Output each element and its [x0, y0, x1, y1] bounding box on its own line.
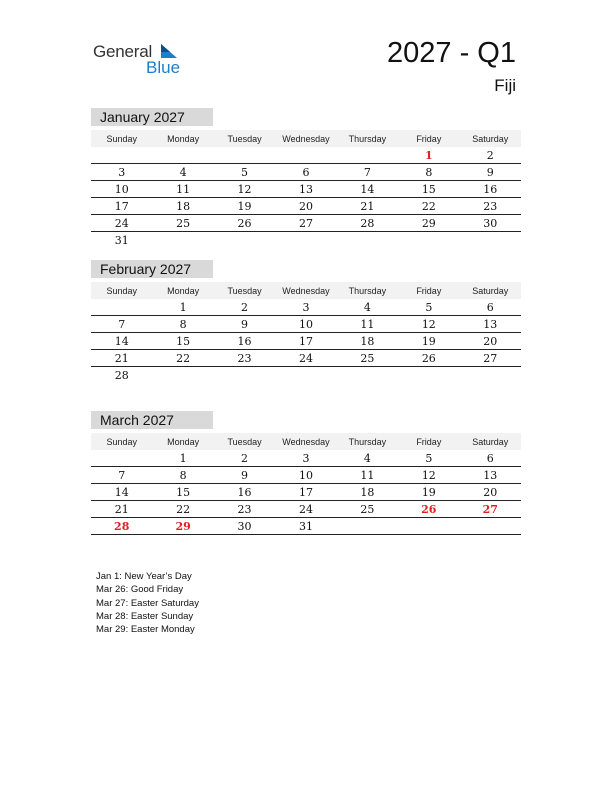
day-cell: 11 [152, 181, 213, 198]
day-cell: 16 [460, 181, 521, 198]
day-cell: 2 [214, 299, 275, 316]
week-row [91, 215, 521, 232]
day-cell: 28 [114, 368, 129, 382]
day-cell: 10 [91, 181, 152, 198]
day-cell: 19 [398, 333, 459, 350]
holiday-note: Mar 29: Easter Monday [96, 624, 195, 636]
day-cell: 23 [214, 501, 275, 518]
day-cell: 26 [398, 350, 459, 367]
day-cell: 8 [152, 467, 213, 484]
day-cell: 19 [398, 484, 459, 501]
day-cell: 31 [114, 233, 129, 247]
day-cell: 12 [398, 316, 459, 333]
weekday-header: Saturday [460, 433, 521, 450]
day-cell: 25 [337, 501, 398, 518]
holiday-note: Mar 28: Easter Sunday [96, 610, 194, 622]
empty-day-cell [91, 450, 152, 467]
day-cell: 1 [152, 299, 213, 316]
week-row [91, 198, 521, 215]
day-cell: 30 [460, 215, 521, 232]
day-cell: 15 [398, 181, 459, 198]
empty-day-cell [152, 367, 213, 384]
day-cell: 15 [152, 333, 213, 350]
empty-day-cell [152, 232, 213, 249]
empty-day-cell [275, 232, 336, 249]
day-cell: 13 [275, 181, 336, 198]
day-cell: 7 [91, 316, 152, 333]
empty-day-cell [337, 367, 398, 384]
day-cell: 19 [214, 198, 275, 215]
empty-day-cell [214, 232, 275, 249]
calendar-table [91, 130, 521, 248]
day-cell: 3 [91, 164, 152, 181]
empty-day-cell [214, 147, 275, 164]
day-cell: 30 [214, 518, 275, 535]
week-row [91, 232, 521, 249]
weekday-header: Wednesday [275, 130, 336, 147]
empty-day-cell [152, 147, 213, 164]
day-cell: 7 [91, 467, 152, 484]
empty-day-cell [460, 232, 521, 249]
day-cell: 22 [398, 198, 459, 215]
day-cell: 14 [91, 333, 152, 350]
day-cell: 25 [152, 215, 213, 232]
empty-day-cell [337, 518, 398, 535]
month-title: March 2027 [91, 411, 213, 429]
weekday-header: Wednesday [275, 433, 336, 450]
week-row [91, 299, 521, 316]
day-cell: 12 [214, 181, 275, 198]
day-cell: 6 [275, 164, 336, 181]
empty-day-cell [214, 367, 275, 384]
day-cell: 3 [275, 450, 336, 467]
weekday-header: Thursday [337, 130, 398, 147]
day-cell: 4 [152, 164, 213, 181]
day-cell: 9 [460, 164, 521, 181]
day-cell: 18 [152, 198, 213, 215]
day-cell: 20 [460, 484, 521, 501]
day-cell: 18 [337, 333, 398, 350]
day-cell: 31 [275, 518, 336, 535]
day-cell: 24 [275, 501, 336, 518]
day-cell: 11 [337, 467, 398, 484]
day-cell: 3 [275, 299, 336, 316]
weekday-header: Sunday [91, 130, 152, 147]
day-cell: 28 [337, 215, 398, 232]
day-cell: 15 [152, 484, 213, 501]
day-cell: 26 [214, 215, 275, 232]
weekday-header: Saturday [460, 130, 521, 147]
empty-day-cell [275, 147, 336, 164]
week-row [91, 350, 521, 367]
weekday-header: Tuesday [214, 282, 275, 299]
logo-text-blue: Blue [146, 58, 181, 77]
day-cell: 6 [460, 450, 521, 467]
day-cell: 21 [91, 501, 152, 518]
week-row [91, 181, 521, 198]
day-cell: 5 [214, 164, 275, 181]
day-cell: 2 [214, 450, 275, 467]
weekday-header: Saturday [460, 282, 521, 299]
month-february [91, 260, 521, 383]
empty-day-cell [398, 232, 459, 249]
weekday-header: Thursday [337, 433, 398, 450]
day-cell: 26 [398, 501, 459, 518]
day-cell: 20 [275, 198, 336, 215]
day-cell: 9 [214, 316, 275, 333]
day-cell: 14 [337, 181, 398, 198]
weekday-header: Friday [398, 130, 459, 147]
day-cell: 5 [398, 450, 459, 467]
day-cell: 17 [275, 484, 336, 501]
day-cell: 28 [91, 518, 152, 535]
empty-day-cell [91, 299, 152, 316]
weekday-header: Monday [152, 282, 213, 299]
week-row [91, 333, 521, 350]
day-cell: 27 [460, 350, 521, 367]
day-cell: 25 [337, 350, 398, 367]
weekday-header: Monday [152, 130, 213, 147]
calendar-table [91, 433, 521, 535]
day-cell: 13 [460, 316, 521, 333]
day-cell: 8 [152, 316, 213, 333]
generalblue-logo [93, 40, 188, 80]
weekday-header: Tuesday [214, 130, 275, 147]
week-row [91, 450, 521, 467]
weekday-header: Sunday [91, 282, 152, 299]
day-cell: 27 [275, 215, 336, 232]
day-cell: 11 [337, 316, 398, 333]
day-cell: 1 [152, 450, 213, 467]
weekday-header: Tuesday [214, 433, 275, 450]
day-cell: 4 [337, 299, 398, 316]
week-row [91, 467, 521, 484]
month-march [91, 411, 521, 535]
day-cell: 29 [152, 518, 213, 535]
day-cell: 23 [460, 198, 521, 215]
week-row [91, 164, 521, 181]
day-cell: 14 [91, 484, 152, 501]
empty-day-cell [337, 147, 398, 164]
weekday-header: Friday [398, 433, 459, 450]
day-cell: 22 [152, 501, 213, 518]
day-cell: 16 [214, 333, 275, 350]
weekday-header: Sunday [91, 433, 152, 450]
day-cell: 18 [337, 484, 398, 501]
week-row [91, 518, 521, 535]
country-name: Fiji [494, 76, 516, 95]
weekday-header: Friday [398, 282, 459, 299]
day-cell: 24 [275, 350, 336, 367]
empty-day-cell [398, 518, 459, 535]
week-row [91, 147, 521, 164]
day-cell: 5 [398, 299, 459, 316]
weekday-header: Monday [152, 433, 213, 450]
day-cell: 22 [152, 350, 213, 367]
empty-day-cell [275, 367, 336, 384]
month-title: January 2027 [91, 108, 213, 126]
day-cell: 21 [91, 350, 152, 367]
day-cell: 29 [398, 215, 459, 232]
day-cell: 20 [460, 333, 521, 350]
day-cell: 13 [460, 467, 521, 484]
holiday-notes [96, 570, 199, 636]
week-row [91, 484, 521, 501]
day-cell: 9 [214, 467, 275, 484]
holiday-note: Mar 27: Easter Saturday [96, 597, 199, 609]
empty-day-cell [460, 367, 521, 384]
day-cell: 8 [398, 164, 459, 181]
page-title: 2027 - Q1 [387, 37, 516, 69]
week-row [91, 316, 521, 333]
day-cell: 17 [91, 198, 152, 215]
day-cell: 1 [398, 147, 459, 164]
day-cell: 10 [275, 467, 336, 484]
holiday-note: Mar 26: Good Friday [96, 584, 184, 596]
day-cell: 10 [275, 316, 336, 333]
day-cell: 23 [214, 350, 275, 367]
day-cell: 4 [337, 450, 398, 467]
day-cell: 17 [275, 333, 336, 350]
day-cell: 16 [214, 484, 275, 501]
month-title: February 2027 [91, 260, 213, 278]
logo-text-general: General [93, 42, 153, 61]
day-cell: 7 [337, 164, 398, 181]
week-row [91, 367, 521, 384]
empty-day-cell [398, 367, 459, 384]
empty-day-cell [337, 232, 398, 249]
calendar-table [91, 282, 521, 383]
day-cell: 2 [460, 147, 521, 164]
day-cell: 6 [460, 299, 521, 316]
day-cell: 21 [337, 198, 398, 215]
month-january [91, 108, 521, 248]
day-cell: 24 [91, 215, 152, 232]
weekday-header: Thursday [337, 282, 398, 299]
weekday-header: Wednesday [275, 282, 336, 299]
holiday-note: Jan 1: New Year’s Day [96, 571, 192, 582]
day-cell: 12 [398, 467, 459, 484]
logo-triangle-icon [161, 44, 177, 58]
day-cell: 27 [460, 501, 521, 518]
empty-day-cell [460, 518, 521, 535]
empty-day-cell [91, 147, 152, 164]
week-row [91, 501, 521, 518]
